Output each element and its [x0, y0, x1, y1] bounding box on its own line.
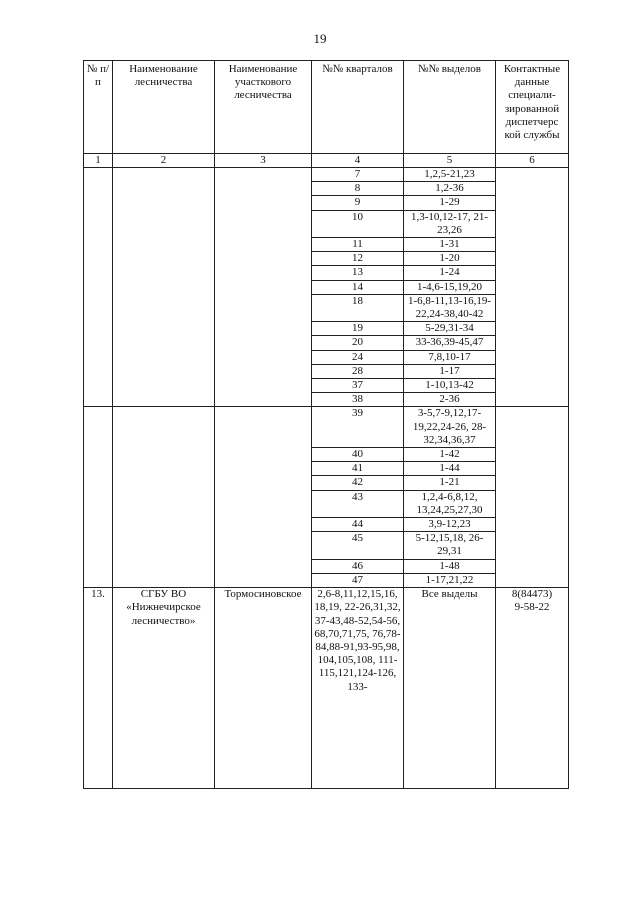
table-row-13	[84, 588, 569, 789]
empty-district-cell	[215, 407, 312, 588]
allotments-list: 7,8,10-17	[404, 350, 496, 364]
allotments-list: 1,2-36	[404, 182, 496, 196]
allotments-list: 1,3-10,12-17, 21-23,26	[404, 210, 496, 237]
allotments-list: 1-20	[404, 252, 496, 266]
allotments-list: 5-29,31-34	[404, 322, 496, 336]
allotments-list: 1-31	[404, 238, 496, 252]
allotments-list: 1-6,8-11,13-16,19-22,24-38,40-42	[404, 294, 496, 321]
quarter-number: 14	[312, 280, 404, 294]
allotments-list: 1-48	[404, 559, 496, 573]
allotments-list: 1-17	[404, 364, 496, 378]
allotments-list: 1-21	[404, 476, 496, 490]
quarter-number: 7	[312, 168, 404, 182]
row-number: 13.	[84, 588, 113, 789]
quarter-number: 37	[312, 379, 404, 393]
allotments-list: 3-5,7-9,12,17-19,22,24-26, 28-32,34,36,37	[404, 407, 496, 448]
quarter-number: 46	[312, 559, 404, 573]
column-index: 6	[496, 154, 569, 168]
allotments-list: 2-36	[404, 393, 496, 407]
page-number: 19	[313, 31, 327, 46]
quarter-number: 40	[312, 448, 404, 462]
quarter-number: 28	[312, 364, 404, 378]
quarter-number: 43	[312, 490, 404, 517]
quarter-number: 20	[312, 336, 404, 350]
header-quarters: №№ кварталов	[312, 61, 404, 154]
column-index: 2	[113, 154, 215, 168]
quarter-number: 41	[312, 462, 404, 476]
quarter-number: 18	[312, 294, 404, 321]
allotments-list: 5-12,15,18, 26-29,31	[404, 532, 496, 559]
quarter-number: 24	[312, 350, 404, 364]
quarter-number: 45	[312, 532, 404, 559]
allotments-list: 1-44	[404, 462, 496, 476]
quarter-number: 9	[312, 196, 404, 210]
quarter-number: 10	[312, 210, 404, 237]
empty-contact-cell	[496, 407, 569, 588]
allotments-list: 1-29	[404, 196, 496, 210]
district-name: Тормосиновское	[215, 588, 312, 789]
quarter-number: 19	[312, 322, 404, 336]
header-district: Наименование участкового лесничества	[215, 61, 312, 154]
header-num: № п/п	[84, 61, 113, 154]
quarters-list: 2,6-8,11,12,15,16, 18,19, 22-26,31,32, 37-43,48-52,54-56, 68,70,71,75, 76,78-84,88-91,93-95,98, 104,105,108, 111-115,121,124-126, 133-	[312, 588, 404, 789]
quarter-number: 13	[312, 266, 404, 280]
allotments-list: 33-36,39-45,47	[404, 336, 496, 350]
allotments-list: 1,2,5-21,23	[404, 168, 496, 182]
group-b-rows	[84, 407, 569, 588]
quarter-number: 38	[312, 393, 404, 407]
column-index: 5	[404, 154, 496, 168]
header-contacts: Контактные данные специали-зированной диспетчерс кой службы	[496, 61, 569, 154]
quarter-number: 39	[312, 407, 404, 448]
column-index: 4	[312, 154, 404, 168]
quarter-number: 44	[312, 518, 404, 532]
header-forestry: Наименование лесничества	[113, 61, 215, 154]
table-row	[84, 168, 569, 182]
allotments-list: 1-42	[404, 448, 496, 462]
empty-contact-cell	[496, 168, 569, 407]
contact-phone: 8(84473)	[511, 588, 553, 601]
empty-num-cell	[84, 168, 113, 407]
quarter-number: 42	[312, 476, 404, 490]
empty-forestry-cell	[113, 407, 215, 588]
contact-number: 9-58-22	[514, 601, 550, 614]
column-index-row	[84, 154, 569, 168]
column-index: 3	[215, 154, 312, 168]
forestry-name: СГБУ ВО «Нижнечирское лесничество»	[113, 588, 215, 789]
allotments-list: 1,2,4-6,8,12, 13,24,25,27,30	[404, 490, 496, 517]
header-allotments: №№ выделов	[404, 61, 496, 154]
table-row	[84, 407, 569, 448]
column-index: 1	[84, 154, 113, 168]
quarter-number: 11	[312, 238, 404, 252]
allotments-list: 1-24	[404, 266, 496, 280]
allotments-value: Все выделы	[404, 588, 496, 789]
quarter-number: 8	[312, 182, 404, 196]
empty-num-cell	[84, 407, 113, 588]
allotments-list: 1-4,6-15,19,20	[404, 280, 496, 294]
header-row	[84, 61, 569, 154]
quarter-number: 47	[312, 573, 404, 587]
empty-district-cell	[215, 168, 312, 407]
allotments-list: 1-10,13-42	[404, 379, 496, 393]
forestry-table	[83, 60, 569, 789]
group-a-rows	[84, 168, 569, 407]
empty-forestry-cell	[113, 168, 215, 407]
quarter-number: 12	[312, 252, 404, 266]
allotments-list: 1-17,21,22	[404, 573, 496, 587]
contact-data	[496, 588, 569, 789]
allotments-list: 3,9-12,23	[404, 518, 496, 532]
